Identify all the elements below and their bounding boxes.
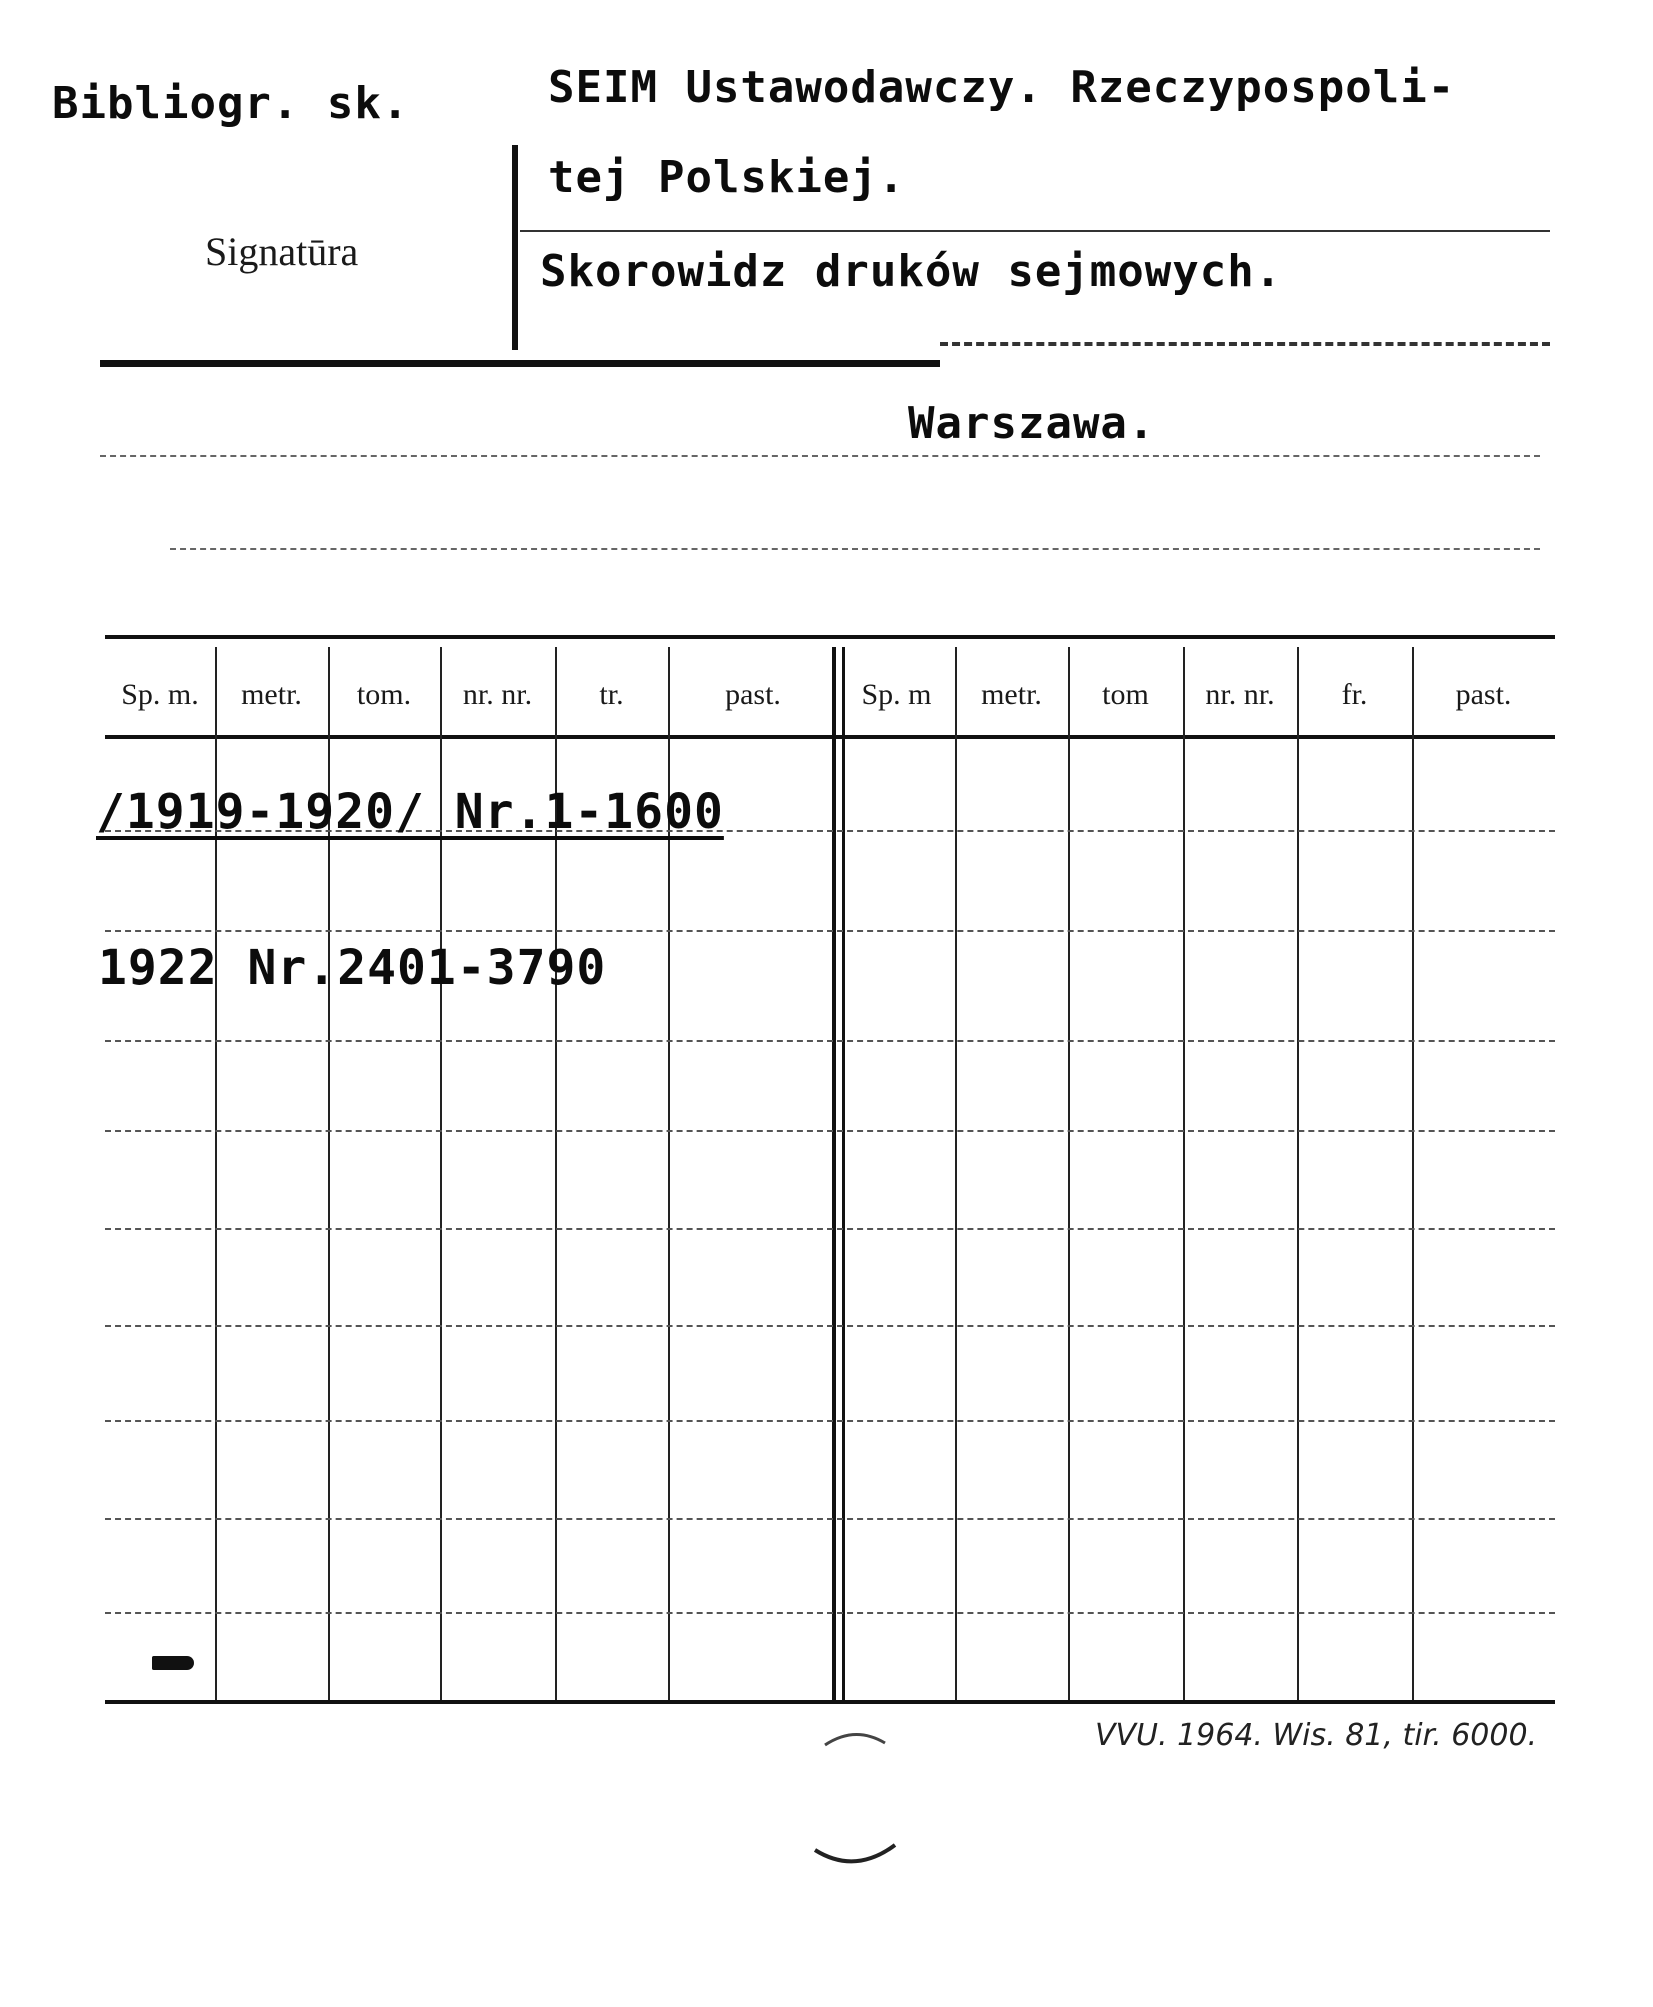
- column-line: [955, 647, 957, 1700]
- right-header-5: past.: [1455, 678, 1512, 711]
- title-text: Skorowidz druków sejmowych.: [540, 246, 1283, 297]
- center-double-line: [832, 647, 836, 1700]
- left-header-1: metr.: [241, 678, 302, 711]
- margin-mark: [152, 1656, 194, 1670]
- row-line: [105, 1612, 1555, 1614]
- author-line-2: tej Polskiej.: [548, 152, 906, 203]
- bibliography-label: Bibliogr. sk.: [52, 78, 410, 129]
- row-line: [105, 1130, 1555, 1132]
- left-header-5: past.: [725, 678, 781, 711]
- right-header-0: Sp. m: [861, 678, 932, 711]
- print-note: VVU. 1964. Wis. 81, tir. 6000.: [1095, 1718, 1538, 1753]
- signature-label: Signatūra: [205, 229, 359, 274]
- table-top-rule: [105, 635, 1555, 639]
- row-line: [105, 1040, 1555, 1042]
- column-line: [1297, 647, 1299, 1700]
- left-header-4: tr.: [599, 678, 624, 711]
- right-header-4: fr.: [1341, 678, 1368, 711]
- right-header-3: nr. nr.: [1205, 678, 1275, 711]
- left-header-2: tom.: [356, 678, 412, 711]
- table-header-rule: [105, 735, 1555, 739]
- right-header-2: tom: [1102, 678, 1149, 711]
- table-bottom-rule: [105, 1700, 1555, 1704]
- row-line: [105, 1325, 1555, 1327]
- column-line: [1412, 647, 1414, 1700]
- column-line: [1068, 647, 1070, 1700]
- row-line: [105, 1518, 1555, 1520]
- column-line: [1183, 647, 1185, 1700]
- center-double-line: [842, 647, 845, 1700]
- row-line: [105, 1420, 1555, 1422]
- left-header-0: Sp. m.: [121, 678, 199, 711]
- holdings-entry-2: 1922 Nr.2401-3790: [98, 940, 607, 996]
- right-header-1: metr.: [981, 678, 1042, 711]
- punch-hole-mark: [810, 1725, 900, 1895]
- left-header-3: nr. nr.: [462, 678, 533, 711]
- holdings-entry-1: /1919-1920/ Nr.1-1600: [96, 784, 724, 840]
- row-line: [105, 1228, 1555, 1230]
- place-text: Warszawa.: [908, 398, 1156, 449]
- row-line: [105, 930, 1555, 932]
- author-line-1: SEIM Ustawodawczy. Rzeczypospoli-: [548, 62, 1456, 113]
